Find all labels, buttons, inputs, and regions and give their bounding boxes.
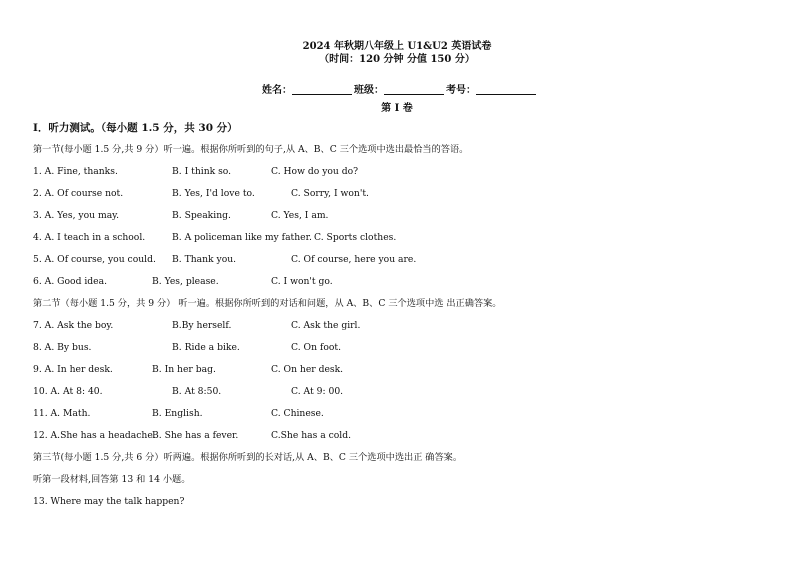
q3-option-c: C. Yes, I am. bbox=[271, 210, 329, 221]
q7-option-a: 7. A. Ask the boy. bbox=[33, 320, 114, 331]
q4-option-c: C. Sports clothes. bbox=[314, 232, 397, 243]
q3-option-b: B. Speaking. bbox=[172, 210, 231, 221]
section-listening-title: I．听力测试。（每小题 1.5 分，共 30 分） bbox=[33, 122, 238, 134]
part3-instruction: 第三节(每小题 1.5 分,共 6 分）听两遍。根据你所听到的长对话,从 A、B、C 三个选项中选出正 确答案。 bbox=[33, 452, 463, 463]
q8-option-b: B. Ride a bike. bbox=[172, 342, 240, 353]
q7-option-b: B.By herself. bbox=[172, 320, 232, 331]
q3-option-a: 3. A. Yes, you may. bbox=[33, 210, 120, 221]
material-note: 听第一段材料,回答第 13 和 14 小题。 bbox=[33, 474, 191, 485]
q6-option-a: 6. A. Good idea. bbox=[33, 276, 108, 287]
exam-subtitle: （时间：120 分钟 分值 150 分） bbox=[319, 54, 475, 65]
exam-no-blank[interactable] bbox=[476, 85, 536, 95]
exam-no-label: 考号： bbox=[446, 85, 476, 96]
q11-option-a: 11. A. Math. bbox=[33, 408, 91, 419]
q1-option-c: C. How do you do? bbox=[271, 166, 359, 177]
q12-option-c: C.She has a cold. bbox=[271, 430, 352, 441]
class-blank[interactable] bbox=[384, 85, 444, 95]
q2-option-b: B. Yes, I'd love to. bbox=[172, 188, 255, 199]
q9-option-a: 9. A. In her desk. bbox=[33, 364, 113, 375]
q9-option-b: B. In her bag. bbox=[152, 364, 216, 375]
volume-heading: 第 I 卷 bbox=[381, 103, 413, 114]
q4-option-a: 4. A. I teach in a school. bbox=[33, 232, 146, 243]
q2-option-c: C. Sorry, I won't. bbox=[291, 188, 369, 199]
q11-option-c: C. Chinese. bbox=[271, 408, 324, 419]
q5-option-b: B. Thank you. bbox=[172, 254, 237, 265]
q8-option-a: 8. A. By bus. bbox=[33, 342, 92, 353]
q7-option-c: C. Ask the girl. bbox=[291, 320, 361, 331]
q8-option-c: C. On foot. bbox=[291, 342, 341, 353]
q6-option-c: C. I won't go. bbox=[271, 276, 333, 287]
part2-instruction: 第二节（每小题 1.5 分，共 9 分） 听一遍。根据你所听到的对话和问题，从 A、B、C 三个选项中选 出正确答案。 bbox=[33, 298, 502, 309]
name-blank[interactable] bbox=[292, 85, 352, 95]
q1-option-b: B. I think so. bbox=[172, 166, 232, 177]
exam-title: 2024 年秋期八年级上 U1&U2 英语试卷 bbox=[302, 41, 492, 52]
q10-option-c: C. At 9: 00. bbox=[291, 386, 344, 397]
q12-option-a: 12. A.She has a headache. bbox=[33, 430, 156, 441]
q12-option-b: B. She has a fever. bbox=[152, 430, 239, 441]
question-13: 13. Where may the talk happen? bbox=[33, 496, 185, 507]
q5-option-c: C. Of course, here you are. bbox=[291, 254, 417, 265]
class-label: 班级： bbox=[354, 85, 384, 96]
q11-option-b: B. English. bbox=[152, 408, 203, 419]
q10-option-a: 10. A. At 8: 40. bbox=[33, 386, 103, 397]
q6-option-b: B. Yes, please. bbox=[152, 276, 219, 287]
q9-option-c: C. On her desk. bbox=[271, 364, 344, 375]
q1-option-a: 1. A. Fine, thanks. bbox=[33, 166, 118, 177]
student-info-row bbox=[262, 81, 538, 96]
q10-option-b: B. At 8:50. bbox=[172, 386, 222, 397]
q4-option-b: B. A policeman like my father. bbox=[172, 232, 312, 243]
name-label: 姓名： bbox=[262, 85, 292, 96]
q5-option-a: 5. A. Of course, you could. bbox=[33, 254, 156, 265]
part1-instruction: 第一节(每小题 1.5 分,共 9 分）听一遍。根据你所听到的句子,从 A、B、C 三个选项中选出最恰当的答语。 bbox=[33, 144, 469, 155]
q2-option-a: 2. A. Of course not. bbox=[33, 188, 124, 199]
